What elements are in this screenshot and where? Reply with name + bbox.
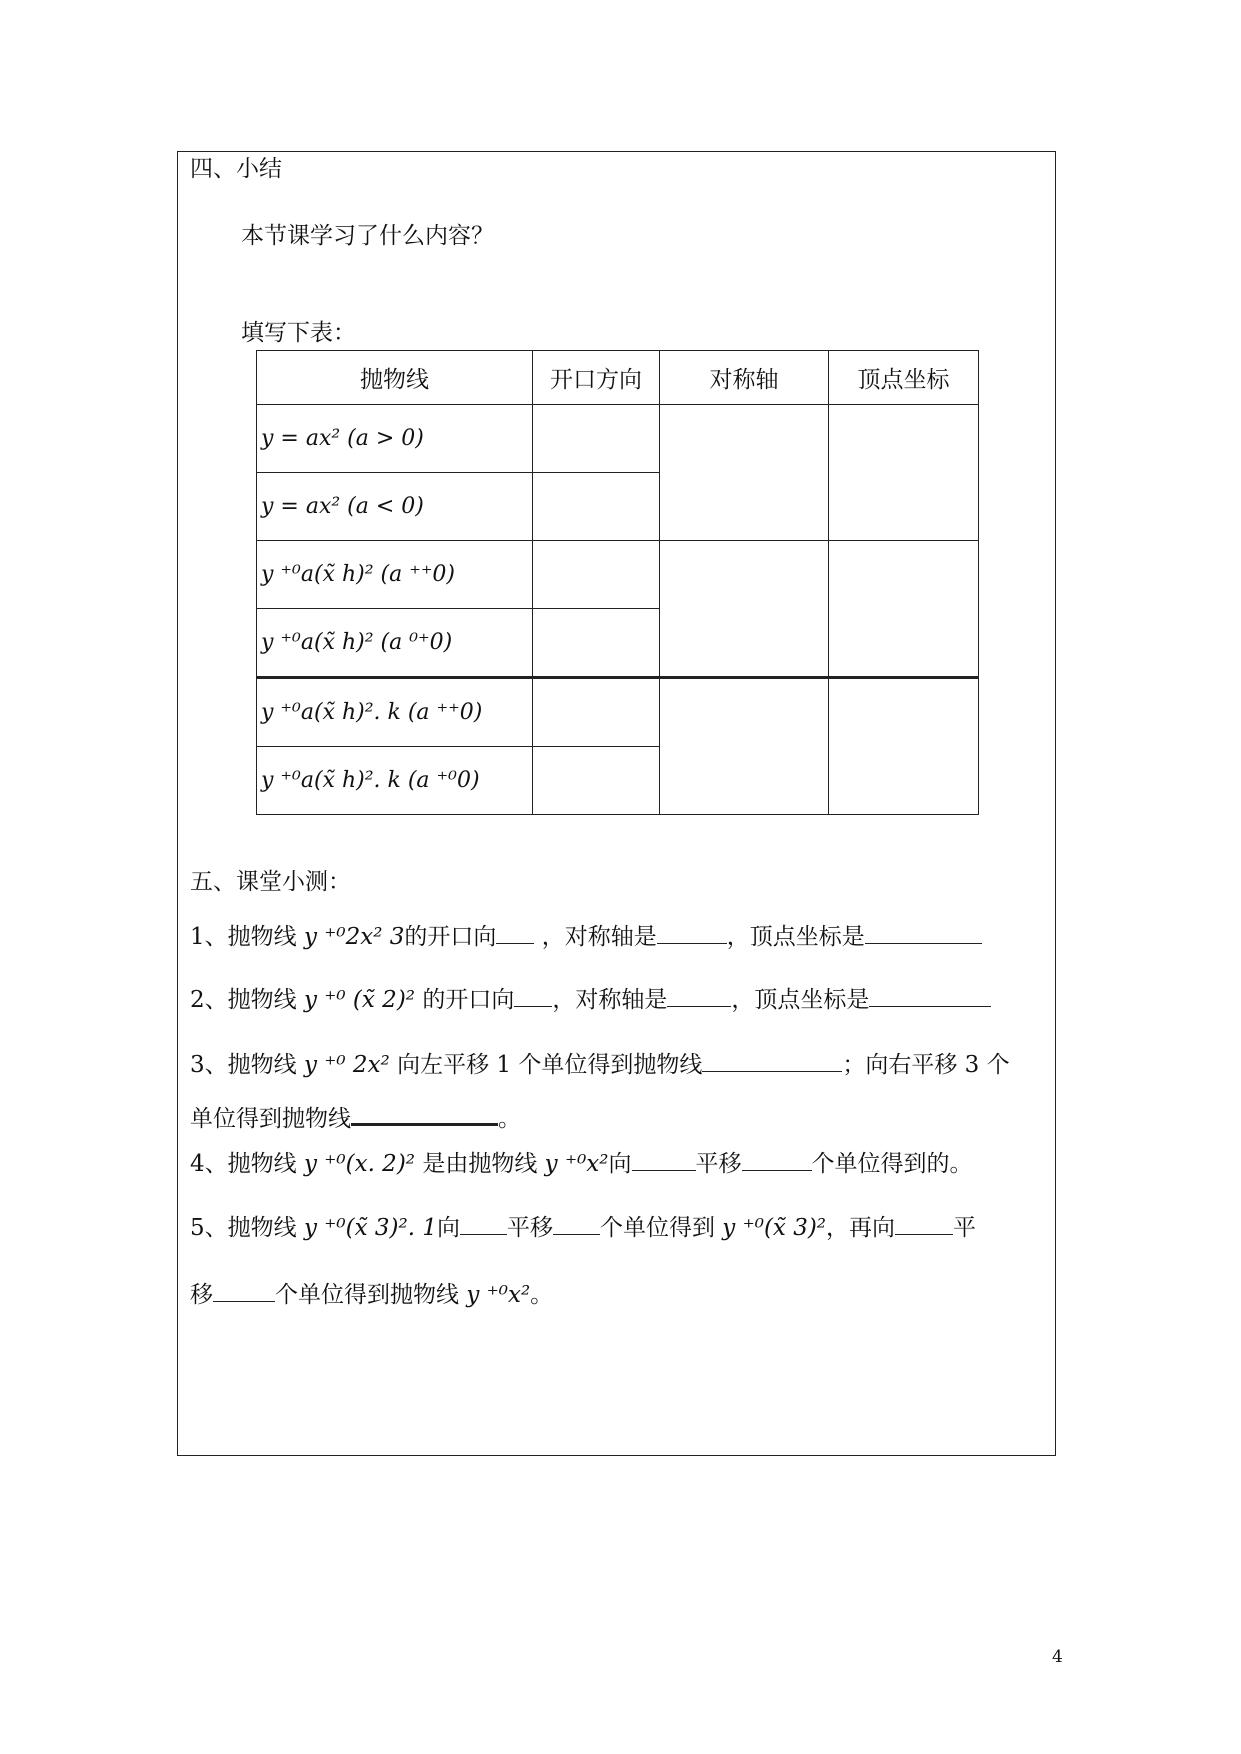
answer-cell[interactable] [533,405,660,473]
q4-text-3: 平移 [695,1151,742,1177]
answer-cell[interactable] [660,405,829,541]
q5-text-5: 平 [953,1215,977,1241]
q2-prefix: 2、抛物线 [190,987,297,1013]
q5-blank-direction-2[interactable] [895,1214,953,1235]
page-number: 4 [1052,1647,1063,1667]
q5-blank-units-2[interactable] [213,1281,275,1302]
answer-cell[interactable] [829,541,979,678]
q4-prefix: 4、抛物线 [190,1151,297,1177]
q3-text-1: 向左平移 1 个单位得到抛物线 [397,1052,703,1078]
question-3-line-2 [190,1103,521,1131]
q5-text-4: ，再向 [826,1215,896,1241]
q2-blank-direction[interactable] [514,986,552,1007]
answer-cell[interactable] [660,541,829,678]
q1-blank-direction[interactable] [496,923,534,944]
summary-table [256,350,979,815]
q3-formula: y ⁺⁰ 2x² [303,1052,390,1078]
q5-blank-units-1[interactable] [553,1214,600,1235]
q4-text-2: 向 [608,1151,632,1177]
header-axis-of-symmetry: 对称轴 [660,351,829,405]
question-4 [190,1150,973,1176]
header-parabola: 抛物线 [257,351,533,405]
question-1 [190,923,982,949]
question-5 [190,1214,976,1240]
answer-cell[interactable] [533,747,660,815]
q1-text-3: ，顶点坐标是 [726,924,865,950]
q3-text-2: ；向右平移 3 个 [842,1052,1010,1078]
q3-line2-prefix: 单位得到抛物线 [190,1106,351,1132]
answer-cell[interactable] [533,541,660,609]
q3-prefix: 3、抛物线 [190,1052,297,1078]
q4-blank-direction[interactable] [632,1150,696,1171]
section-4-heading: 四、小结 [190,156,282,182]
row-formula: y ⁺⁰a(x̃ h)². k (a ⁺⁺0) [257,678,533,747]
q4-text-4: 个单位得到的。 [811,1151,973,1177]
q1-blank-axis[interactable] [657,923,727,944]
row-formula: y = ax² (a > 0) [257,405,533,473]
q4-blank-units[interactable] [742,1150,812,1171]
q5-text-3: 个单位得到 [599,1215,715,1241]
question-2 [190,986,991,1012]
q1-formula: y ⁺⁰2x² 3 [303,924,405,950]
question-5-line-2 [190,1281,553,1307]
q3-blank-right-shift[interactable] [351,1103,498,1126]
row-formula: y ⁺⁰a(x̃ h)² (a ⁰⁺0) [257,609,533,678]
q4-formula-2: y ⁺⁰x² [544,1151,609,1177]
fill-table-label: 填写下表： [241,320,356,346]
row-formula: y ⁺⁰a(x̃ h)² (a ⁺⁺0) [257,541,533,609]
q5-formula-2: y ⁺⁰(x̃ 3)² [722,1215,827,1241]
q2-text-2: ，对称轴是 [552,987,668,1013]
answer-cell[interactable] [533,473,660,541]
q5-line2-mid: 个单位得到抛物线 [275,1282,459,1308]
row-formula: y ⁺⁰a(x̃ h)². k (a ⁺⁰0) [257,747,533,815]
section-5-heading: 五、课堂小测： [190,869,351,895]
q1-prefix: 1、抛物线 [190,924,297,950]
q2-text-3: ，顶点坐标是 [731,987,870,1013]
header-opening-direction: 开口方向 [533,351,660,405]
q5-formula: y ⁺⁰(x̃ 3)². 1 [303,1215,437,1241]
q3-line2-end: 。 [498,1106,521,1132]
q5-text-1: 向 [436,1215,460,1241]
q5-prefix: 5、抛物线 [190,1215,297,1241]
q5-blank-direction-1[interactable] [460,1214,507,1235]
q1-text-1: 的开口向 [404,924,497,950]
q5-formula-3: y ⁺⁰x² [466,1282,531,1308]
q3-blank-left-shift[interactable] [702,1051,842,1072]
q5-text-2: 平移 [506,1215,553,1241]
q1-blank-vertex[interactable] [865,923,982,944]
question-3 [190,1051,1010,1077]
answer-cell[interactable] [533,678,660,747]
header-vertex: 顶点坐标 [829,351,979,405]
q2-formula: y ⁺⁰ (x̃ 2)² [303,987,416,1013]
row-formula: y = ax² (a < 0) [257,473,533,541]
answer-cell[interactable] [660,678,829,815]
answer-cell[interactable] [829,678,979,815]
q1-text-2: ，对称轴是 [541,924,657,950]
q2-text-1: 的开口向 [422,987,515,1013]
q5-line2-prefix: 移 [190,1282,213,1308]
answer-cell[interactable] [829,405,979,541]
answer-cell[interactable] [533,609,660,678]
summary-question: 本节课学习了什么内容？ [241,223,494,249]
q4-text-1: 是由抛物线 [422,1151,538,1177]
q2-blank-vertex[interactable] [869,986,991,1007]
q4-formula: y ⁺⁰(x. 2)² [303,1151,416,1177]
q5-line2-end: 。 [530,1282,554,1308]
q2-blank-axis[interactable] [667,986,731,1007]
